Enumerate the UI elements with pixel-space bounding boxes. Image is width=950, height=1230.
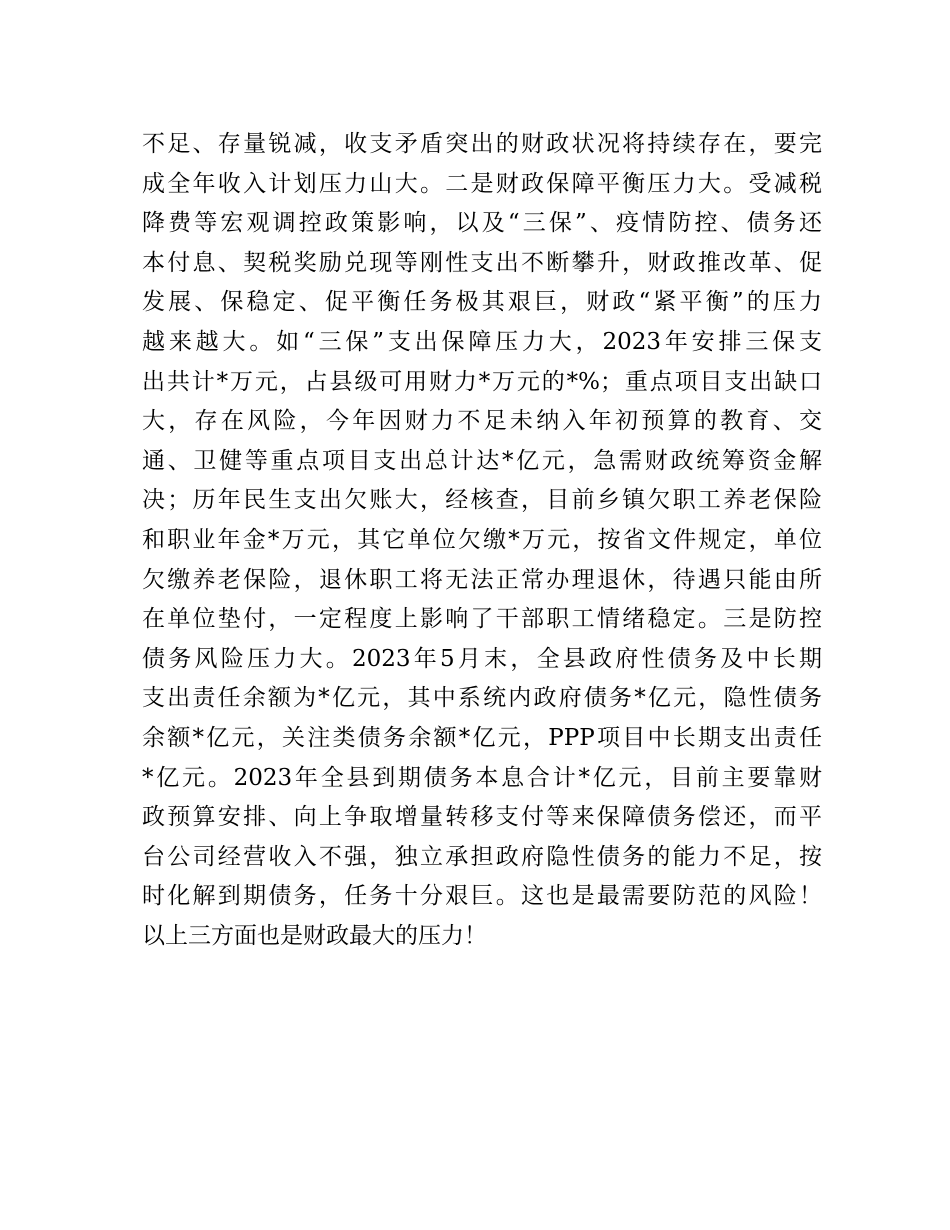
text-line-19: 台公司经营收入不强，独立承担政府隐性债务的能力不足，按 bbox=[142, 843, 822, 870]
text-line-1: 不足、存量锐减，收支矛盾突出的财政状况将持续存在，要完 bbox=[142, 131, 822, 157]
text-line-13: 在单位垫付，一定程度上影响了干部职工情绪稳定。三是防控 bbox=[142, 606, 822, 633]
text-line-8: 大，存在风险，今年因财力不足未纳入年初预算的教育、交 bbox=[142, 408, 822, 435]
text-line-4: 本付息、契税奖励兑现等刚性支出不断攀升，财政推改革、促 bbox=[142, 249, 822, 276]
text-line-3: 降费等宏观调控政策影响，以及“三保”、疫情防控、债务还 bbox=[142, 210, 822, 237]
text-line-5: 发展、保稳定、促平衡任务极其艰巨，财政“紧平衡”的压力 bbox=[142, 289, 822, 316]
text-line-17: *亿元。2023年全县到期债务本息合计*亿元，目前主要靠财 bbox=[142, 764, 822, 791]
text-line-14: 债务风险压力大。2023年5月末，全县政府性债务及中长期 bbox=[142, 645, 822, 672]
text-line-20: 时化解到期债务，任务十分艰巨。这也是最需要防范的风险！ bbox=[142, 883, 822, 910]
text-line-10: 决；历年民生支出欠账大，经核查，目前乡镇欠职工养老保险 bbox=[142, 487, 822, 514]
text-line-15: 支出责任余额为*亿元，其中系统内政府债务*亿元，隐性债务 bbox=[142, 685, 822, 712]
text-line-18: 政预算安排、向上争取增量转移支付等来保障债务偿还，而平 bbox=[142, 804, 822, 831]
text-line-6: 越来越大。如“三保”支出保障压力大，2023年安排三保支 bbox=[142, 328, 822, 355]
text-line-12: 欠缴养老保险，退休职工将无法正常办理退休，待遇只能由所 bbox=[142, 566, 822, 593]
text-line-9: 通、卫健等重点项目支出总计达*亿元，急需财政统筹资金解 bbox=[142, 447, 822, 474]
text-line-21: 以上三方面也是财政最大的压力！ bbox=[142, 922, 487, 949]
text-line-11: 和职业年金*万元，其它单位欠缴*万元，按省文件规定，单位 bbox=[142, 526, 822, 553]
text-line-7: 出共计*万元，占县级可用财力*万元的*%；重点项目支出缺口 bbox=[142, 368, 822, 395]
text-line-16: 余额*亿元，关注类债务余额*亿元，PPP项目中长期支出责任 bbox=[142, 724, 822, 751]
body-paragraph bbox=[142, 125, 822, 956]
text-line-2: 成全年收入计划压力山大。二是财政保障平衡压力大。受减税 bbox=[142, 170, 822, 197]
